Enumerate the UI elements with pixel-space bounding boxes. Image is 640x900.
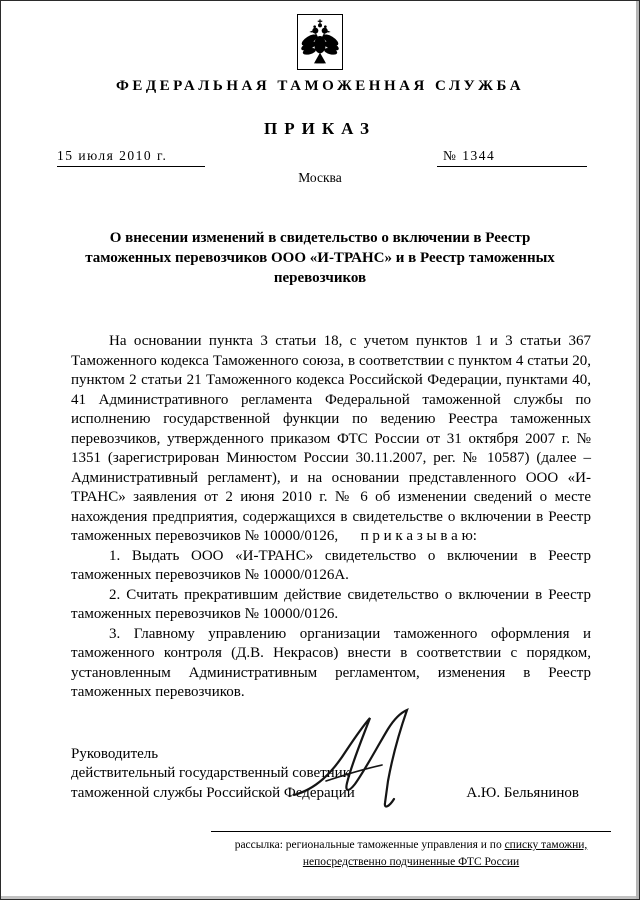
order-item-3: 3. Главному управлению организации таможенного оформления и таможенного контроля (Д.В. Некрасов) внести в соответствии с порядком, установленным Административным регламентом, изменения в Реестр таможенных перевозчиков. bbox=[71, 625, 591, 700]
signature-block bbox=[1, 745, 639, 804]
distribution-line1 bbox=[211, 837, 611, 854]
distribution-line1-text: рассылка: региональные таможенные управления и по bbox=[234, 839, 505, 851]
signer-position-line1: Руководитель bbox=[71, 745, 159, 762]
doc-city: Москва bbox=[298, 170, 342, 185]
distribution-note bbox=[211, 831, 611, 871]
doc-number: № 1344 bbox=[437, 148, 587, 167]
org-name: ФЕДЕРАЛЬНАЯ ТАМОЖЕННАЯ СЛУЖБА bbox=[115, 78, 525, 94]
doc-type-heading: ПРИКАЗ bbox=[264, 119, 376, 138]
signer-name: А.Ю. Бельянинов bbox=[466, 784, 579, 801]
distribution-line1-underlined: списку таможни, bbox=[504, 839, 588, 851]
signer-position-line2: действительный государственный советник bbox=[71, 765, 351, 781]
order-item-2: 2. Считать прекратившим действие свидетельство о включении в Реестр таможенных перевозчиков № 10000/0126. bbox=[71, 586, 591, 622]
signer-position-line3: таможенной службы Российской Федерации bbox=[71, 784, 355, 801]
coat-of-arms-icon bbox=[297, 14, 343, 70]
intro-paragraph: На основании пункта 3 статьи 18, с учетом пунктов 1 и 3 статьи 367 Таможенного кодекса Таможенного союза, в соответствии с пунктом 4 статьи 20, пунктом 2 статьи 21 Таможенного кодекса Российской Федерации, пунктами 40, 41 Административного регламента Федеральной таможенной службы по исполнению государственной функции по ведению Реестра таможенных перевозчиков, утвержденного приказом ФТС России от 31 октября 2007 г. № 1351 (зарегистрирован Минюстом России 30.11.2007, рег. № 10587) (далее – Административный регламент), и на основании представленного ООО «И-ТРАНС» заявления от 2 июня 2010 г. № 6 об изменении сведений о месте нахождения предприятия, содержащихся в свидетельстве о включении в Реестр таможенных перевозчиков № 10000/0126, п р и к а з ы в а ю: bbox=[71, 333, 591, 544]
doc-title: О внесении изменений в свидетельство о включении в Реестр таможенных перевозчиков ООО «И-ТРАНС» и в Реестр таможенных перевозчиков bbox=[85, 230, 555, 286]
doc-body bbox=[1, 332, 639, 703]
doc-date: 15 июля 2010 г. bbox=[57, 148, 205, 167]
order-item-1: 1. Выдать ООО «И-ТРАНС» свидетельство о включении в Реестр таможенных перевозчиков № 10000/0126А. bbox=[71, 547, 591, 583]
date-number-row bbox=[1, 148, 639, 167]
distribution-line2 bbox=[211, 854, 611, 871]
distribution-line2-text: непосредственно подчиненные ФТС России bbox=[302, 856, 520, 868]
